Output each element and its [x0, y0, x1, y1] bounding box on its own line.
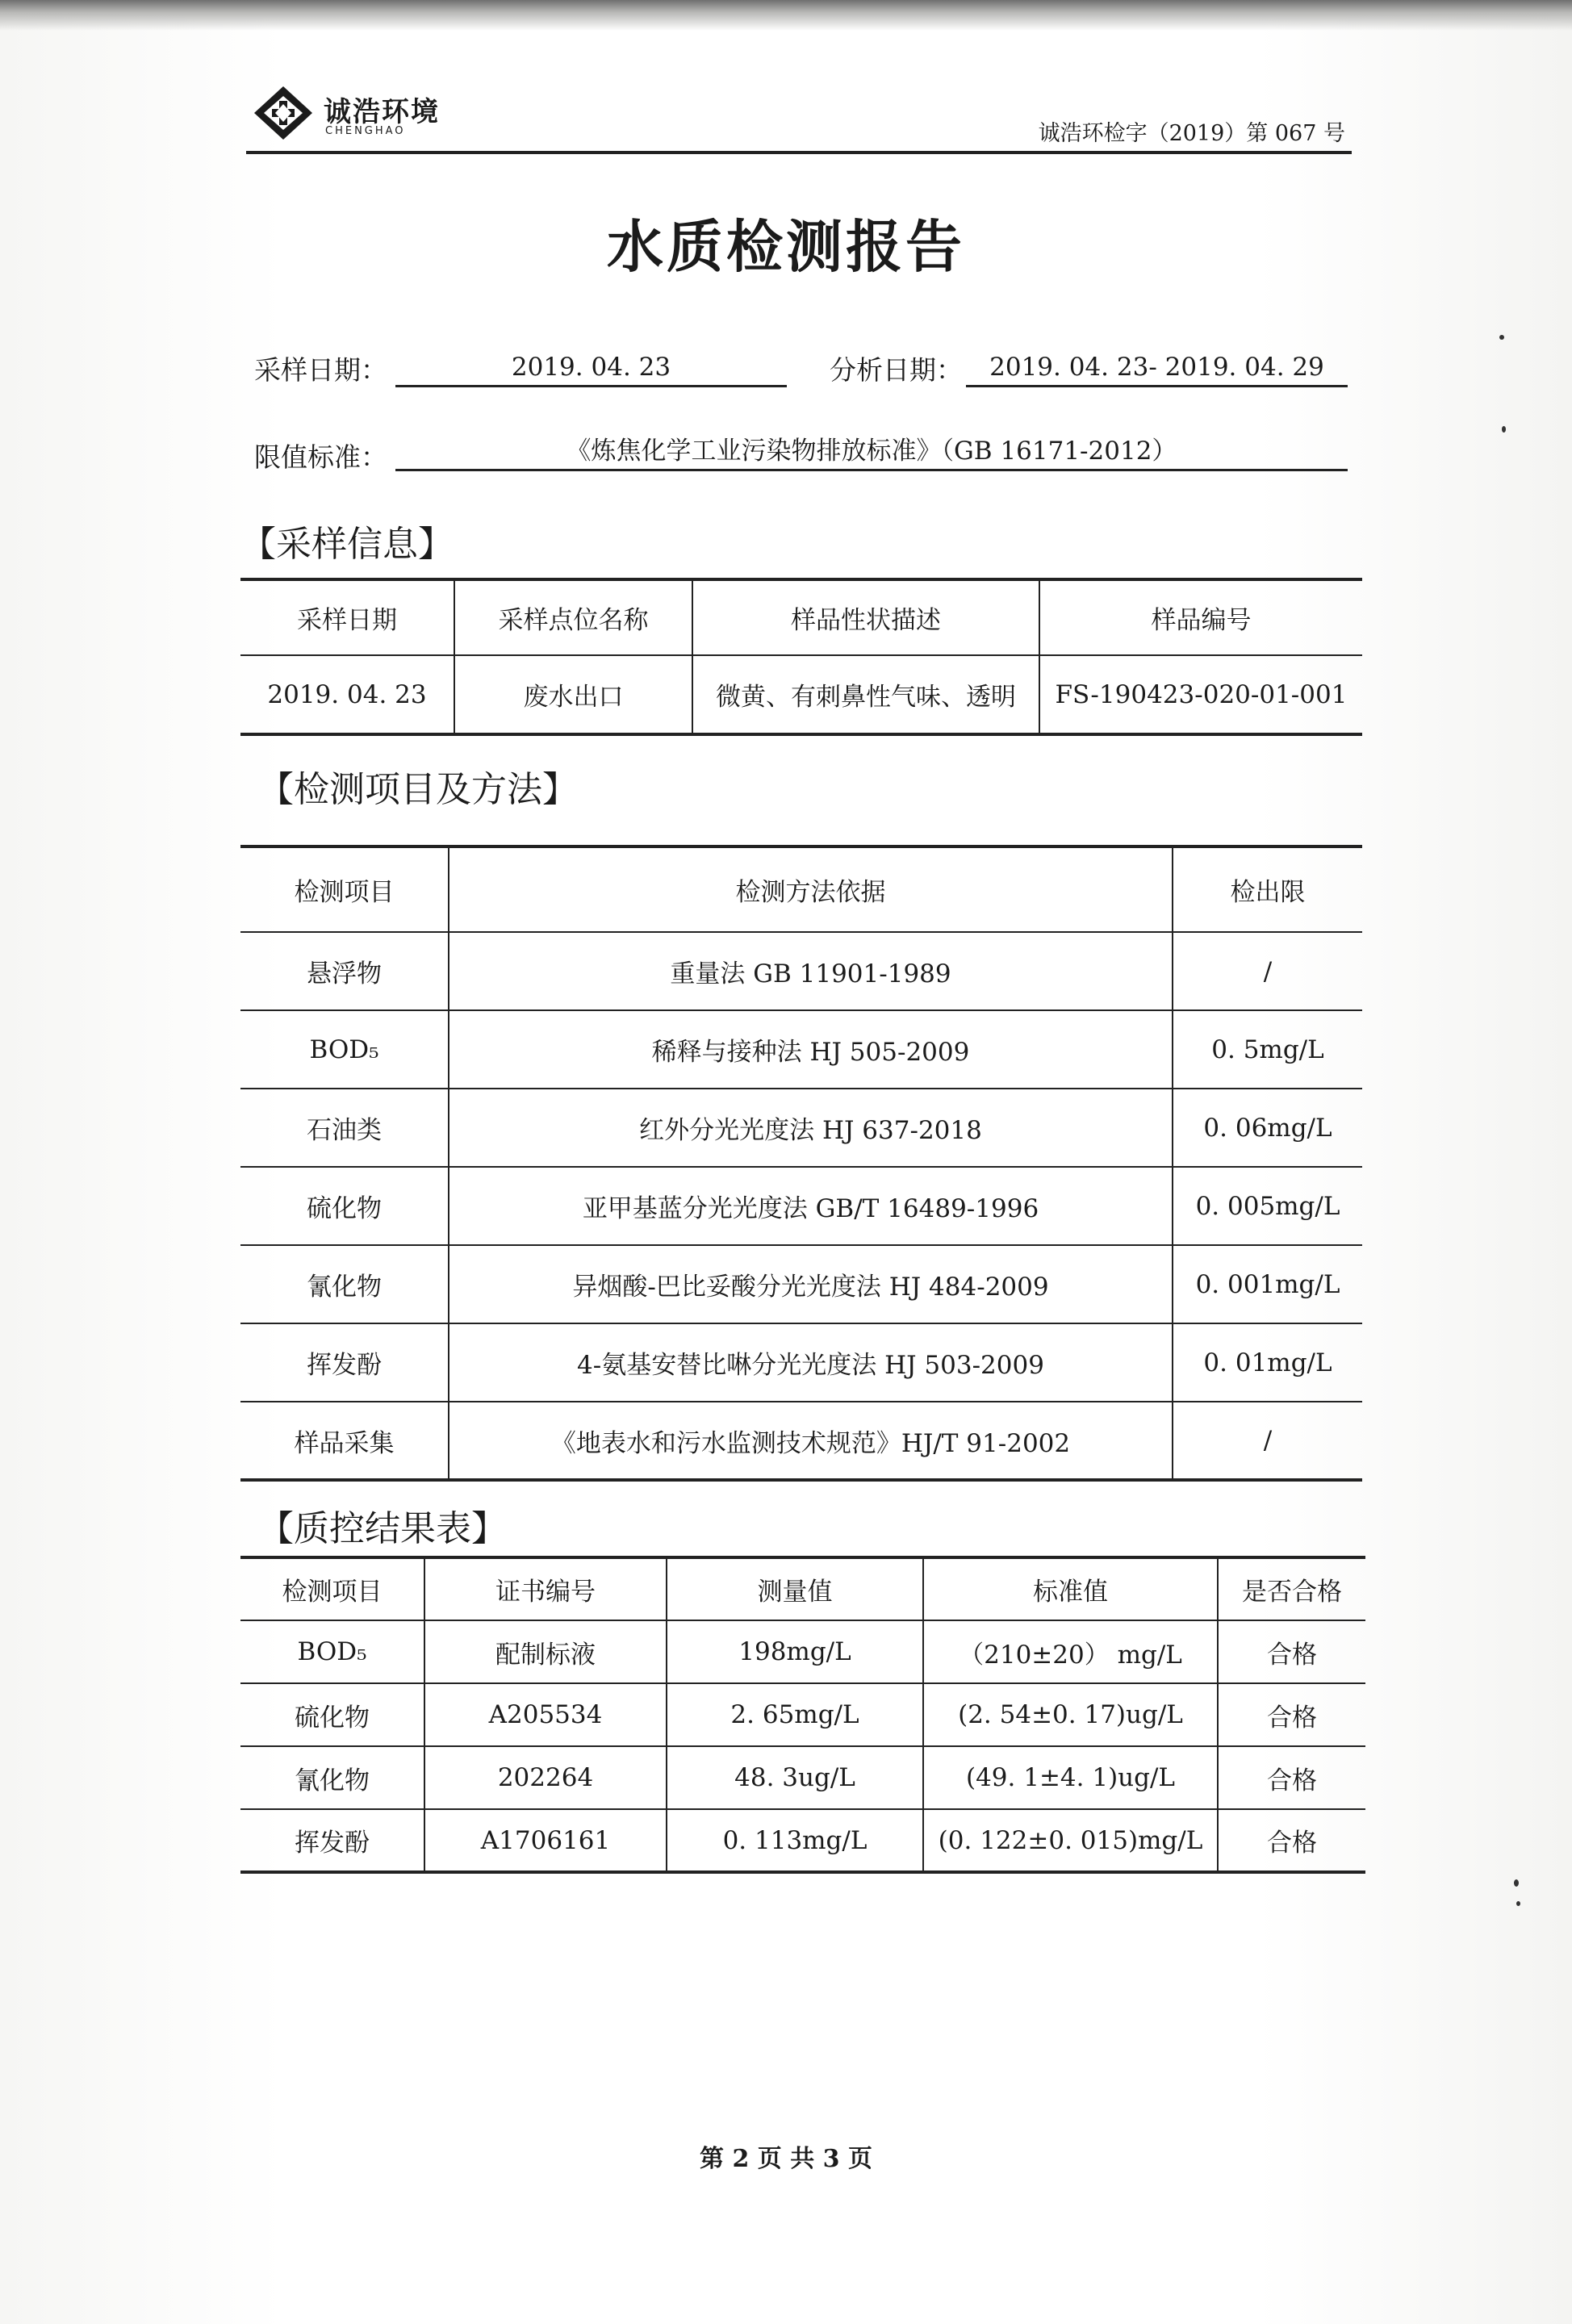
logo-chinese-name: 诚浩环境	[324, 96, 440, 128]
table-cell: BOD₅	[240, 1620, 424, 1683]
table-cell: 硫化物	[240, 1167, 449, 1245]
column-header: 标准值	[923, 1557, 1218, 1620]
table-cell: 《地表水和污水监测技术规范》HJ/T 91-2002	[449, 1402, 1173, 1480]
table-cell: 废水出口	[454, 655, 692, 734]
logo-english-name: CHENGHAO	[325, 125, 406, 137]
table-cell: 异烟酸-巴比妥酸分光光度法 HJ 484-2009	[449, 1245, 1173, 1323]
table-cell: 202264	[424, 1746, 667, 1809]
table-cell: 0. 5mg/L	[1173, 1010, 1362, 1089]
table-cell: 0. 06mg/L	[1173, 1089, 1362, 1167]
table-cell: 0. 113mg/L	[667, 1809, 923, 1872]
scan-speck	[1516, 1901, 1520, 1906]
table-cell: 挥发酚	[240, 1323, 449, 1402]
table-row	[240, 1167, 1362, 1245]
column-header: 检测项目	[240, 1557, 424, 1620]
table-cell: /	[1173, 932, 1362, 1010]
table-cell: (0. 122±0. 015)mg/L	[923, 1809, 1218, 1872]
table-row	[240, 932, 1362, 1010]
table-cell: 氰化物	[240, 1245, 449, 1323]
qc-table	[240, 1556, 1365, 1874]
table-cell: 合格	[1218, 1620, 1365, 1683]
qc-title: 【质控结果表】	[258, 1508, 507, 1549]
standard-label: 限值标准：	[254, 441, 387, 473]
report-number: 诚浩环检字（2019）第 067 号	[1038, 121, 1345, 146]
table-cell: A1706161	[424, 1809, 667, 1872]
table-cell: 0. 005mg/L	[1173, 1167, 1362, 1245]
scan-speck	[1514, 1879, 1519, 1887]
table-header-row	[240, 846, 1362, 932]
column-header: 证书编号	[424, 1557, 667, 1620]
table-cell: 配制标液	[424, 1620, 667, 1683]
table-row	[240, 1089, 1362, 1167]
sampling-date-label: 采样日期：	[254, 354, 387, 386]
column-header: 是否合格	[1218, 1557, 1365, 1620]
table-row	[240, 1402, 1362, 1480]
table-cell: (2. 54±0. 17)ug/L	[923, 1683, 1218, 1746]
column-header: 采样点位名称	[454, 579, 692, 655]
scan-edge-shadow	[0, 0, 1572, 31]
sampling-date-value: 2019. 04. 23	[395, 349, 787, 387]
analysis-date-value: 2019. 04. 23- 2019. 04. 29	[966, 349, 1348, 387]
table-cell: 48. 3ug/L	[667, 1746, 923, 1809]
table-cell: A205534	[424, 1683, 667, 1746]
table-header-row	[240, 579, 1362, 655]
column-header: 测量值	[667, 1557, 923, 1620]
scan-speck	[1502, 426, 1506, 433]
analysis-date-label: 分析日期：	[830, 354, 963, 386]
scan-speck	[1499, 335, 1504, 340]
methods-table	[240, 845, 1362, 1482]
table-row	[240, 1809, 1365, 1872]
table-row	[240, 1683, 1365, 1746]
table-row	[240, 1323, 1362, 1402]
table-cell: 红外分光光度法 HJ 637-2018	[449, 1089, 1173, 1167]
table-cell: 198mg/L	[667, 1620, 923, 1683]
table-cell: （210±20） mg/L	[923, 1620, 1218, 1683]
table-header-row	[240, 1557, 1365, 1620]
sampling-info-title: 【采样信息】	[240, 524, 454, 565]
table-cell: 挥发酚	[240, 1809, 424, 1872]
table-cell: 稀释与接种法 HJ 505-2009	[449, 1010, 1173, 1089]
table-cell: 2. 65mg/L	[667, 1683, 923, 1746]
table-cell: /	[1173, 1402, 1362, 1480]
table-cell: 微黄、有刺鼻性气味、透明	[692, 655, 1039, 734]
table-cell: 0. 01mg/L	[1173, 1323, 1362, 1402]
company-logo	[253, 85, 446, 141]
table-cell: 亚甲基蓝分光光度法 GB/T 16489-1996	[449, 1167, 1173, 1245]
methods-title: 【检测项目及方法】	[258, 769, 578, 810]
column-header: 检测方法依据	[449, 846, 1173, 932]
sampling-info-table	[240, 578, 1362, 736]
table-cell: 石油类	[240, 1089, 449, 1167]
table-row	[240, 655, 1362, 734]
table-cell: BOD₅	[240, 1010, 449, 1089]
table-cell: (49. 1±4. 1)ug/L	[923, 1746, 1218, 1809]
table-cell: 合格	[1218, 1746, 1365, 1809]
column-header: 样品编号	[1039, 579, 1362, 655]
table-row	[240, 1010, 1362, 1089]
table-cell: 硫化物	[240, 1683, 424, 1746]
table-cell: 合格	[1218, 1809, 1365, 1872]
table-cell: 0. 001mg/L	[1173, 1245, 1362, 1323]
table-row	[240, 1746, 1365, 1809]
column-header: 采样日期	[240, 579, 454, 655]
table-cell: 悬浮物	[240, 932, 449, 1010]
page-header	[246, 77, 1352, 154]
table-row	[240, 1245, 1362, 1323]
table-cell: 样品采集	[240, 1402, 449, 1480]
table-cell: 合格	[1218, 1683, 1365, 1746]
column-header: 样品性状描述	[692, 579, 1039, 655]
table-row	[240, 1620, 1365, 1683]
column-header: 检测项目	[240, 846, 449, 932]
logo-mark-icon	[253, 85, 314, 141]
table-cell: 4-氨基安替比啉分光光度法 HJ 503-2009	[449, 1323, 1173, 1402]
standard-value: 《炼焦化学工业污染物排放标准》（GB 16171-2012）	[395, 433, 1348, 471]
page-number: 第 2 页 共 3 页	[700, 2145, 872, 2173]
table-cell: FS-190423-020-01-001	[1039, 655, 1362, 734]
table-cell: 重量法 GB 11901-1989	[449, 932, 1173, 1010]
table-cell: 氰化物	[240, 1746, 424, 1809]
column-header: 检出限	[1173, 846, 1362, 932]
page-title: 水质检测报告	[607, 214, 965, 280]
table-cell: 2019. 04. 23	[240, 655, 454, 734]
